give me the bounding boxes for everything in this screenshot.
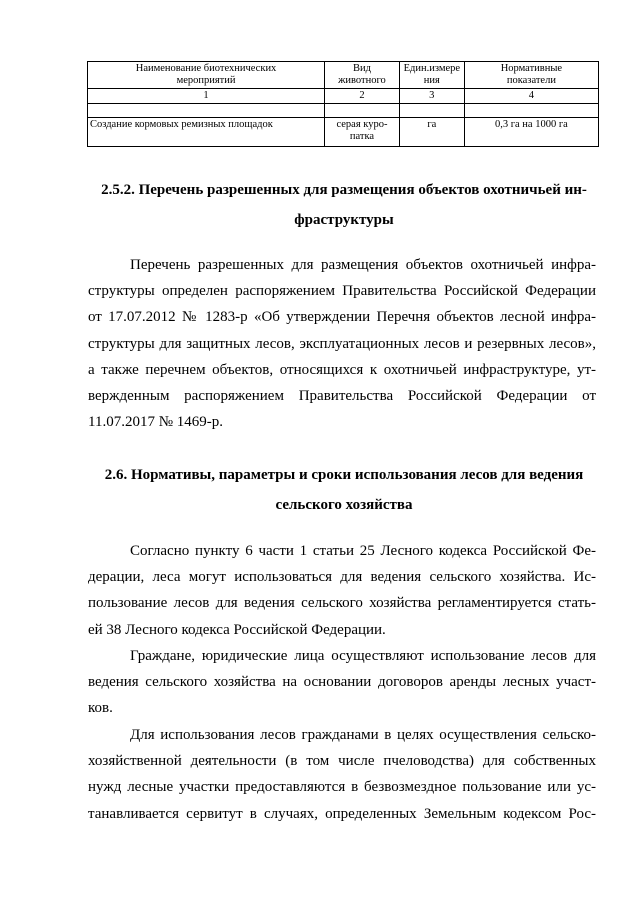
table-row [88, 118, 599, 147]
paragraph-line: ей 38 Лесного кодекса Российской Федерации. [88, 621, 386, 638]
header-norm [464, 62, 598, 89]
table-number-row [88, 89, 599, 104]
header-unit-line2: ния [423, 75, 440, 86]
header-animal [325, 62, 400, 89]
header-animal-line1: Вид [352, 63, 371, 74]
col-number: 4 [464, 89, 598, 104]
paragraph-line: хозяйственной деятельности (в том числе пчеловодства) для собственных [88, 753, 596, 770]
header-activity [88, 62, 325, 89]
section-26-title [88, 460, 600, 520]
col-number: 2 [325, 89, 400, 104]
cell-unit: га [399, 118, 464, 147]
cell-norm: 0,3 га на 1000 га [464, 118, 598, 147]
section-252-paragraph [88, 252, 596, 435]
header-activity-line2: мероприятий [176, 75, 236, 86]
empty-cell [88, 104, 325, 118]
header-norm-line2: показатели [506, 75, 556, 86]
paragraph-line: структуры определен распоряжением Правительства Российской Федерации [88, 283, 596, 300]
empty-cell [325, 104, 400, 118]
paragraph-line: нужд лесные участки предоставляются в безвозмездное пользование или ус- [88, 779, 596, 796]
paragraph-line: Согласно пункту 6 части 1 статьи 25 Лесного кодекса Российской Фе- [130, 543, 596, 559]
paragraph-line: 11.07.2017 № 1469-р. [88, 414, 223, 431]
header-animal-line2: животного [338, 75, 386, 86]
empty-cell [399, 104, 464, 118]
paragraph-line: ведения сельского хозяйства на основании договоров аренды лесных участ- [88, 674, 596, 691]
paragraph-line: а также перечнем объектов, относящихся к охотничьей инфраструктуре, ут- [88, 361, 596, 378]
paragraph-line: от 17.07.2012 № 1283-р «Об утверждении Перечня объектов лесной инфра- [88, 309, 596, 326]
section-26-title-line2: сельского хозяйства [275, 497, 413, 513]
cell-animal-line2: патка [349, 131, 375, 142]
header-unit [399, 62, 464, 89]
section-252-title-line2: фраструктуры [294, 212, 394, 228]
header-activity-line1: Наименование биотехнических [135, 63, 277, 74]
section-26-paragraph-3 [88, 722, 596, 827]
paragraph-line: дерации, леса могут использоваться для ведения сельского хозяйства. Ис- [88, 569, 596, 586]
paragraph-line: танавливается сервитут в случаях, определенных Земельным кодексом Рос- [88, 805, 596, 822]
header-unit-line1: Един.измере [403, 63, 461, 74]
section-252-title [88, 175, 600, 235]
paragraph-line: структуры для защитных лесов, эксплуатационных лесов и резервных лесов», [88, 335, 596, 352]
paragraph-line: Граждане, юридические лица осуществляют использование лесов для [130, 648, 596, 664]
cell-animal-line1: серая куро- [336, 119, 388, 130]
cell-animal [325, 118, 400, 147]
section-252-title-line1: 2.5.2. Перечень разрешенных для размещения объектов охотничьей ин- [101, 182, 587, 198]
paragraph-line: пользование лесов для ведения сельского хозяйства регламентируется стать- [88, 595, 596, 612]
section-26-title-line1: 2.6. Нормативы, параметры и сроки использования лесов для ведения [104, 467, 584, 483]
col-number: 1 [88, 89, 325, 104]
paragraph-line: Перечень разрешенных для размещения объектов охотничьей инфра- [130, 257, 596, 273]
section-26-paragraph-1 [88, 538, 596, 643]
paragraph-line: Для использования лесов гражданами в целях осуществления сельско- [130, 727, 596, 743]
table-header-row [88, 62, 599, 89]
table-empty-row [88, 104, 599, 118]
col-number: 3 [399, 89, 464, 104]
header-norm-line1: Нормативные [500, 63, 563, 74]
biotech-norms-table [87, 61, 599, 147]
paragraph-line: ков. [88, 700, 113, 717]
empty-cell [464, 104, 598, 118]
paragraph-line: вержденным распоряжением Правительства Российской Федерации от [88, 388, 596, 405]
cell-activity: Создание кормовых ремизных площадок [88, 118, 325, 147]
section-26-paragraph-2 [88, 643, 596, 722]
